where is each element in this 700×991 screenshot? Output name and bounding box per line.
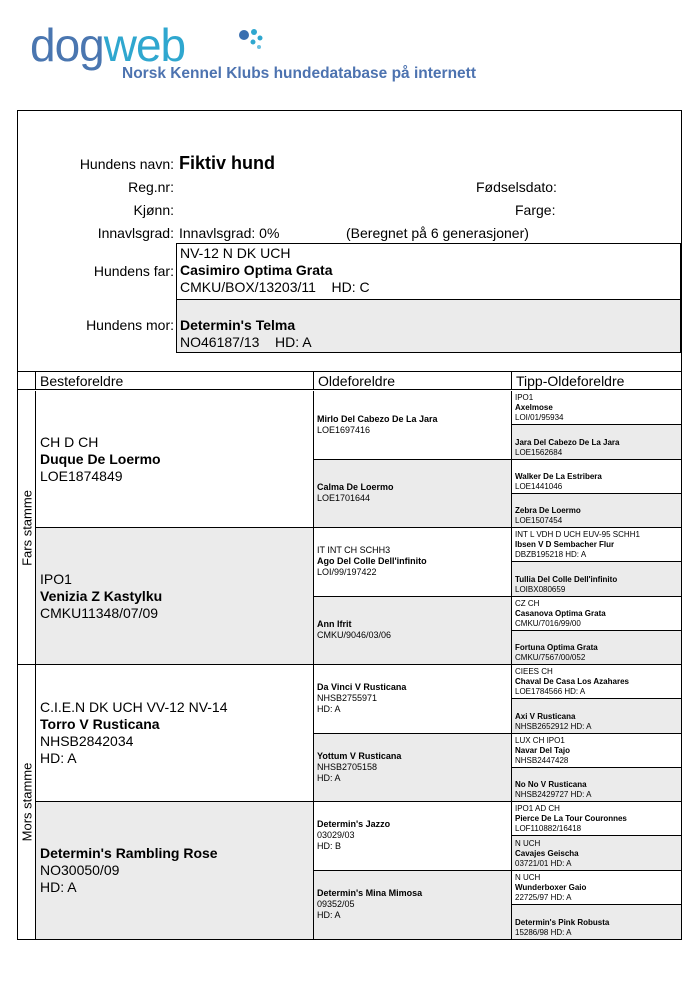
dog-reg: LOE1784566 HD: A: [515, 687, 586, 697]
pedigree-cell-gen2[interactable]: [314, 734, 512, 803]
dog-name: Da Vinci V Rusticana: [317, 682, 407, 693]
dog-title: IPO1: [515, 393, 534, 403]
dog-name: Determin's Rambling Rose: [40, 845, 218, 861]
father-title: NV-12 N DK UCH: [180, 245, 291, 261]
pedigree-cell-gen2[interactable]: [314, 802, 512, 871]
mother-side-text: Mors stamme: [19, 762, 34, 842]
mother-reg-hd: NO46187/13 HD: A: [180, 334, 312, 350]
dog-reg: LOE1701644: [317, 493, 371, 504]
pedigree-cell-gen3[interactable]: [512, 665, 681, 699]
pedigree-document: [17, 110, 682, 940]
dog-reg: NHSB2705158: [317, 761, 378, 772]
pedigree-cell-gen1[interactable]: [36, 391, 314, 528]
dog-name: Fortuna Optima Grata: [515, 643, 598, 652]
pedigree-cell-gen3[interactable]: [512, 631, 681, 665]
dog-name: Tullia Del Colle Dell'infinito: [515, 574, 618, 584]
pedigree-cell-gen2[interactable]: [314, 665, 512, 734]
dog-reg: NO30050/09: [40, 862, 120, 878]
dog-name: Fiktiv hund: [179, 153, 275, 173]
dog-name: Ann Ifrit: [317, 619, 352, 630]
inbreeding-note: (Beregnet på 6 generasjoner): [346, 225, 529, 241]
name-label: Hundens navn:: [79, 156, 174, 172]
dog-name: Venizia Z Kastylku: [40, 587, 163, 604]
dog-name: Chaval De Casa Los Azahares: [515, 677, 629, 687]
pedigree-cell-gen2[interactable]: [314, 597, 512, 666]
pedigree-cell-gen3[interactable]: [512, 699, 681, 733]
mother-box[interactable]: [176, 299, 681, 353]
pedigree-cell-gen3[interactable]: [512, 768, 681, 802]
born-label: Fødselsdato:: [476, 179, 557, 195]
header-spacer: [18, 372, 36, 390]
dog-title: CIEES CH: [515, 667, 553, 677]
mother-side-label: [18, 665, 36, 939]
regnr-label: Reg.nr:: [128, 179, 174, 195]
dog-name: Wunderboxer Gaio: [515, 882, 587, 892]
pedigree-cell-gen3[interactable]: [512, 391, 681, 425]
dog-name: No No V Rusticana: [515, 780, 587, 789]
dog-reg: 22725/97 HD: A: [515, 892, 572, 902]
pedigree-cell-gen1[interactable]: [36, 665, 314, 802]
pedigree-cell-gen3[interactable]: [512, 460, 681, 494]
dog-title: IPO1: [40, 570, 72, 587]
dog-reg: LOE1441046: [515, 481, 563, 491]
inbreeding-label: Innavlsgrad:: [97, 225, 174, 241]
inbreeding-value: Innavlsgrad: 0%: [179, 225, 280, 241]
dog-title: C.I.E.N DK UCH VV-12 NV-14: [40, 699, 228, 715]
dog-name: Jara Del Cabezo De La Jara: [515, 437, 620, 447]
dog-reg: CMKU11348/07/09: [40, 604, 159, 621]
dog-title: LUX CH IPO1: [515, 735, 565, 745]
dog-reg: LOIBX080659: [515, 584, 566, 594]
pedigree-cell-gen2[interactable]: [314, 528, 512, 597]
header-gen2: Oldeforeldre: [314, 372, 512, 390]
dog-title: INT L VDH D UCH EUV-95 SCHH1: [515, 530, 640, 540]
pedigree-cell-gen3[interactable]: [512, 494, 681, 528]
dog-reg: LOE1507454: [515, 516, 563, 525]
dog-reg: NHSB2842034: [40, 733, 134, 749]
dog-reg: 03721/01 HD: A: [515, 858, 572, 868]
dog-name: Axelmose: [515, 403, 553, 413]
dog-name: Walker De La Estribera: [515, 471, 602, 481]
color-label: Farge:: [515, 202, 556, 218]
dog-name: Ibsen V D Sembacher Flur: [515, 540, 615, 550]
dog-title: CH D CH: [40, 433, 99, 450]
dog-name: Determin's Pink Robusta: [515, 918, 610, 927]
dog-hd: HD: A: [317, 772, 341, 783]
dog-reg: LOE1562684: [515, 447, 563, 457]
dog-reg: NHSB2755971: [317, 693, 378, 704]
dog-title: CZ CH: [515, 598, 540, 608]
dog-title: IPO1 AD CH: [515, 804, 560, 814]
dots-icon: [236, 26, 266, 56]
dog-reg: CMKU/7016/99/00: [515, 618, 581, 628]
pedigree-cell-gen3[interactable]: [512, 528, 681, 562]
dog-reg: LOE1697416: [317, 424, 371, 435]
dog-reg: NHSB2447428: [515, 755, 569, 765]
dog-reg: 03029/03: [317, 830, 355, 841]
dog-hd: HD: B: [317, 841, 342, 852]
father-box[interactable]: [176, 243, 681, 300]
dog-name: Mirlo Del Cabezo De La Jara: [317, 413, 438, 424]
dog-reg: DBZB195218 HD: A: [515, 550, 587, 560]
dog-title: IT INT CH SCHH3: [317, 545, 391, 556]
dog-reg: 15286/98 HD: A: [515, 928, 572, 937]
dog-name: Duque De Loermo: [40, 450, 161, 467]
father-side-text: Fars stamme: [19, 489, 34, 566]
dog-reg: LOI/99/197422: [317, 567, 377, 578]
pedigree-cell-gen3[interactable]: [512, 562, 681, 596]
dog-reg: LOE1874849: [40, 467, 123, 484]
pedigree-cell-gen3[interactable]: [512, 836, 681, 870]
dog-name: Zebra De Loermo: [515, 506, 581, 515]
father-reg-hd: CMKU/BOX/13203/11 HD: C: [180, 279, 370, 295]
pedigree-cell-gen3[interactable]: [512, 734, 681, 768]
father-label: Hundens far:: [93, 263, 174, 279]
pedigree-cell-gen1[interactable]: [36, 802, 314, 939]
dog-title: N UCH: [515, 838, 541, 848]
logo-wordmark: dogweb: [30, 19, 186, 71]
pedigree-cell-gen2[interactable]: [314, 460, 512, 529]
dog-name: Casanova Optima Grata: [515, 608, 606, 618]
pedigree-cell-gen3[interactable]: [512, 905, 681, 939]
dog-name: Ago Del Colle Dell'infinito: [317, 556, 427, 567]
dog-reg: NHSB2652912 HD: A: [515, 721, 592, 731]
father-side-label: [18, 391, 36, 665]
dog-reg: CMKU/7567/00/052: [515, 653, 586, 662]
dog-reg: 09352/05: [317, 899, 355, 910]
dog-name: Determin's Mina Mimosa: [317, 888, 423, 899]
dog-reg: LOF110882/16418: [515, 824, 582, 834]
dog-hd: HD: A: [317, 910, 341, 921]
dog-name: Determin's Jazzo: [317, 819, 391, 830]
pedigree-cell-gen3[interactable]: [512, 425, 681, 459]
dog-hd: HD: A: [317, 704, 341, 715]
dog-name: Torro V Rusticana: [40, 716, 160, 732]
pedigree-cell-gen3[interactable]: [512, 802, 681, 836]
dog-name: Pierce De La Tour Couronnes: [515, 814, 627, 824]
dogweb-logo[interactable]: [30, 20, 510, 90]
pedigree-cell-gen1[interactable]: [36, 528, 314, 665]
dog-hd: HD: A: [40, 750, 77, 766]
header-gen3: Tipp-Oldeforeldre: [512, 372, 681, 390]
header-gen1: Besteforeldre: [36, 372, 314, 390]
dog-name: Calma De Loermo: [317, 482, 394, 493]
sex-label: Kjønn:: [133, 202, 174, 218]
pedigree-cell-gen2[interactable]: [314, 871, 512, 940]
dog-reg: LOI/01/95934: [515, 413, 564, 423]
dog-name: Cavajes Geischa: [515, 848, 579, 858]
father-name: Casimiro Optima Grata: [180, 262, 333, 278]
mother-label: Hundens mor:: [86, 317, 174, 333]
dog-reg: NHSB2429727 HD: A: [515, 790, 592, 799]
pedigree-cell-gen2[interactable]: [314, 391, 512, 460]
pedigree-cell-gen3[interactable]: [512, 597, 681, 631]
dog-title: N UCH: [515, 872, 541, 882]
mother-name: Determin's Telma: [180, 317, 296, 333]
logo-subtitle: Norsk Kennel Klubs hundedatabase på internett: [122, 65, 476, 82]
dog-name: Axi V Rusticana: [515, 711, 576, 721]
dog-hd: HD: A: [40, 879, 77, 895]
dog-name: Navar Del Tajo: [515, 745, 570, 755]
dog-reg: CMKU/9046/03/06: [317, 630, 392, 641]
dog-name: Yottum V Rusticana: [317, 750, 402, 761]
pedigree-cell-gen3[interactable]: [512, 871, 681, 905]
